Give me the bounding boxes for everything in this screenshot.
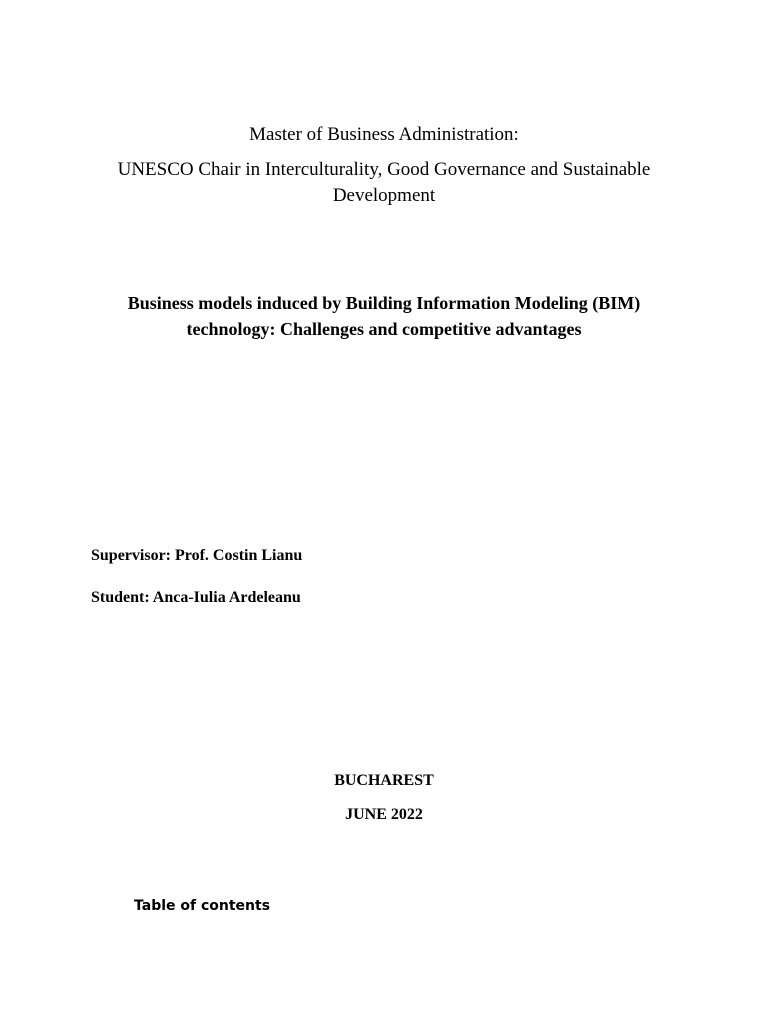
- city-line: BUCHAREST: [334, 772, 434, 789]
- program-heading: Master of Business Administration:: [249, 124, 519, 145]
- thesis-title-line-2: technology: Challenges and competitive advantages: [186, 319, 582, 339]
- chair-line-2: Development: [332, 185, 436, 206]
- thesis-title-line-1: Business models induced by Building Information Modeling (BIM): [127, 293, 641, 313]
- toc-heading: Table of contents: [134, 898, 271, 914]
- chair-line-1: UNESCO Chair in Interculturality, Good Governance and Sustainable: [117, 159, 651, 180]
- supervisor-line: Supervisor: Prof. Costin Lianu: [91, 547, 303, 564]
- date-line: JUNE 2022: [345, 806, 423, 823]
- student-line: Student: Anca-Iulia Ardeleanu: [91, 589, 301, 606]
